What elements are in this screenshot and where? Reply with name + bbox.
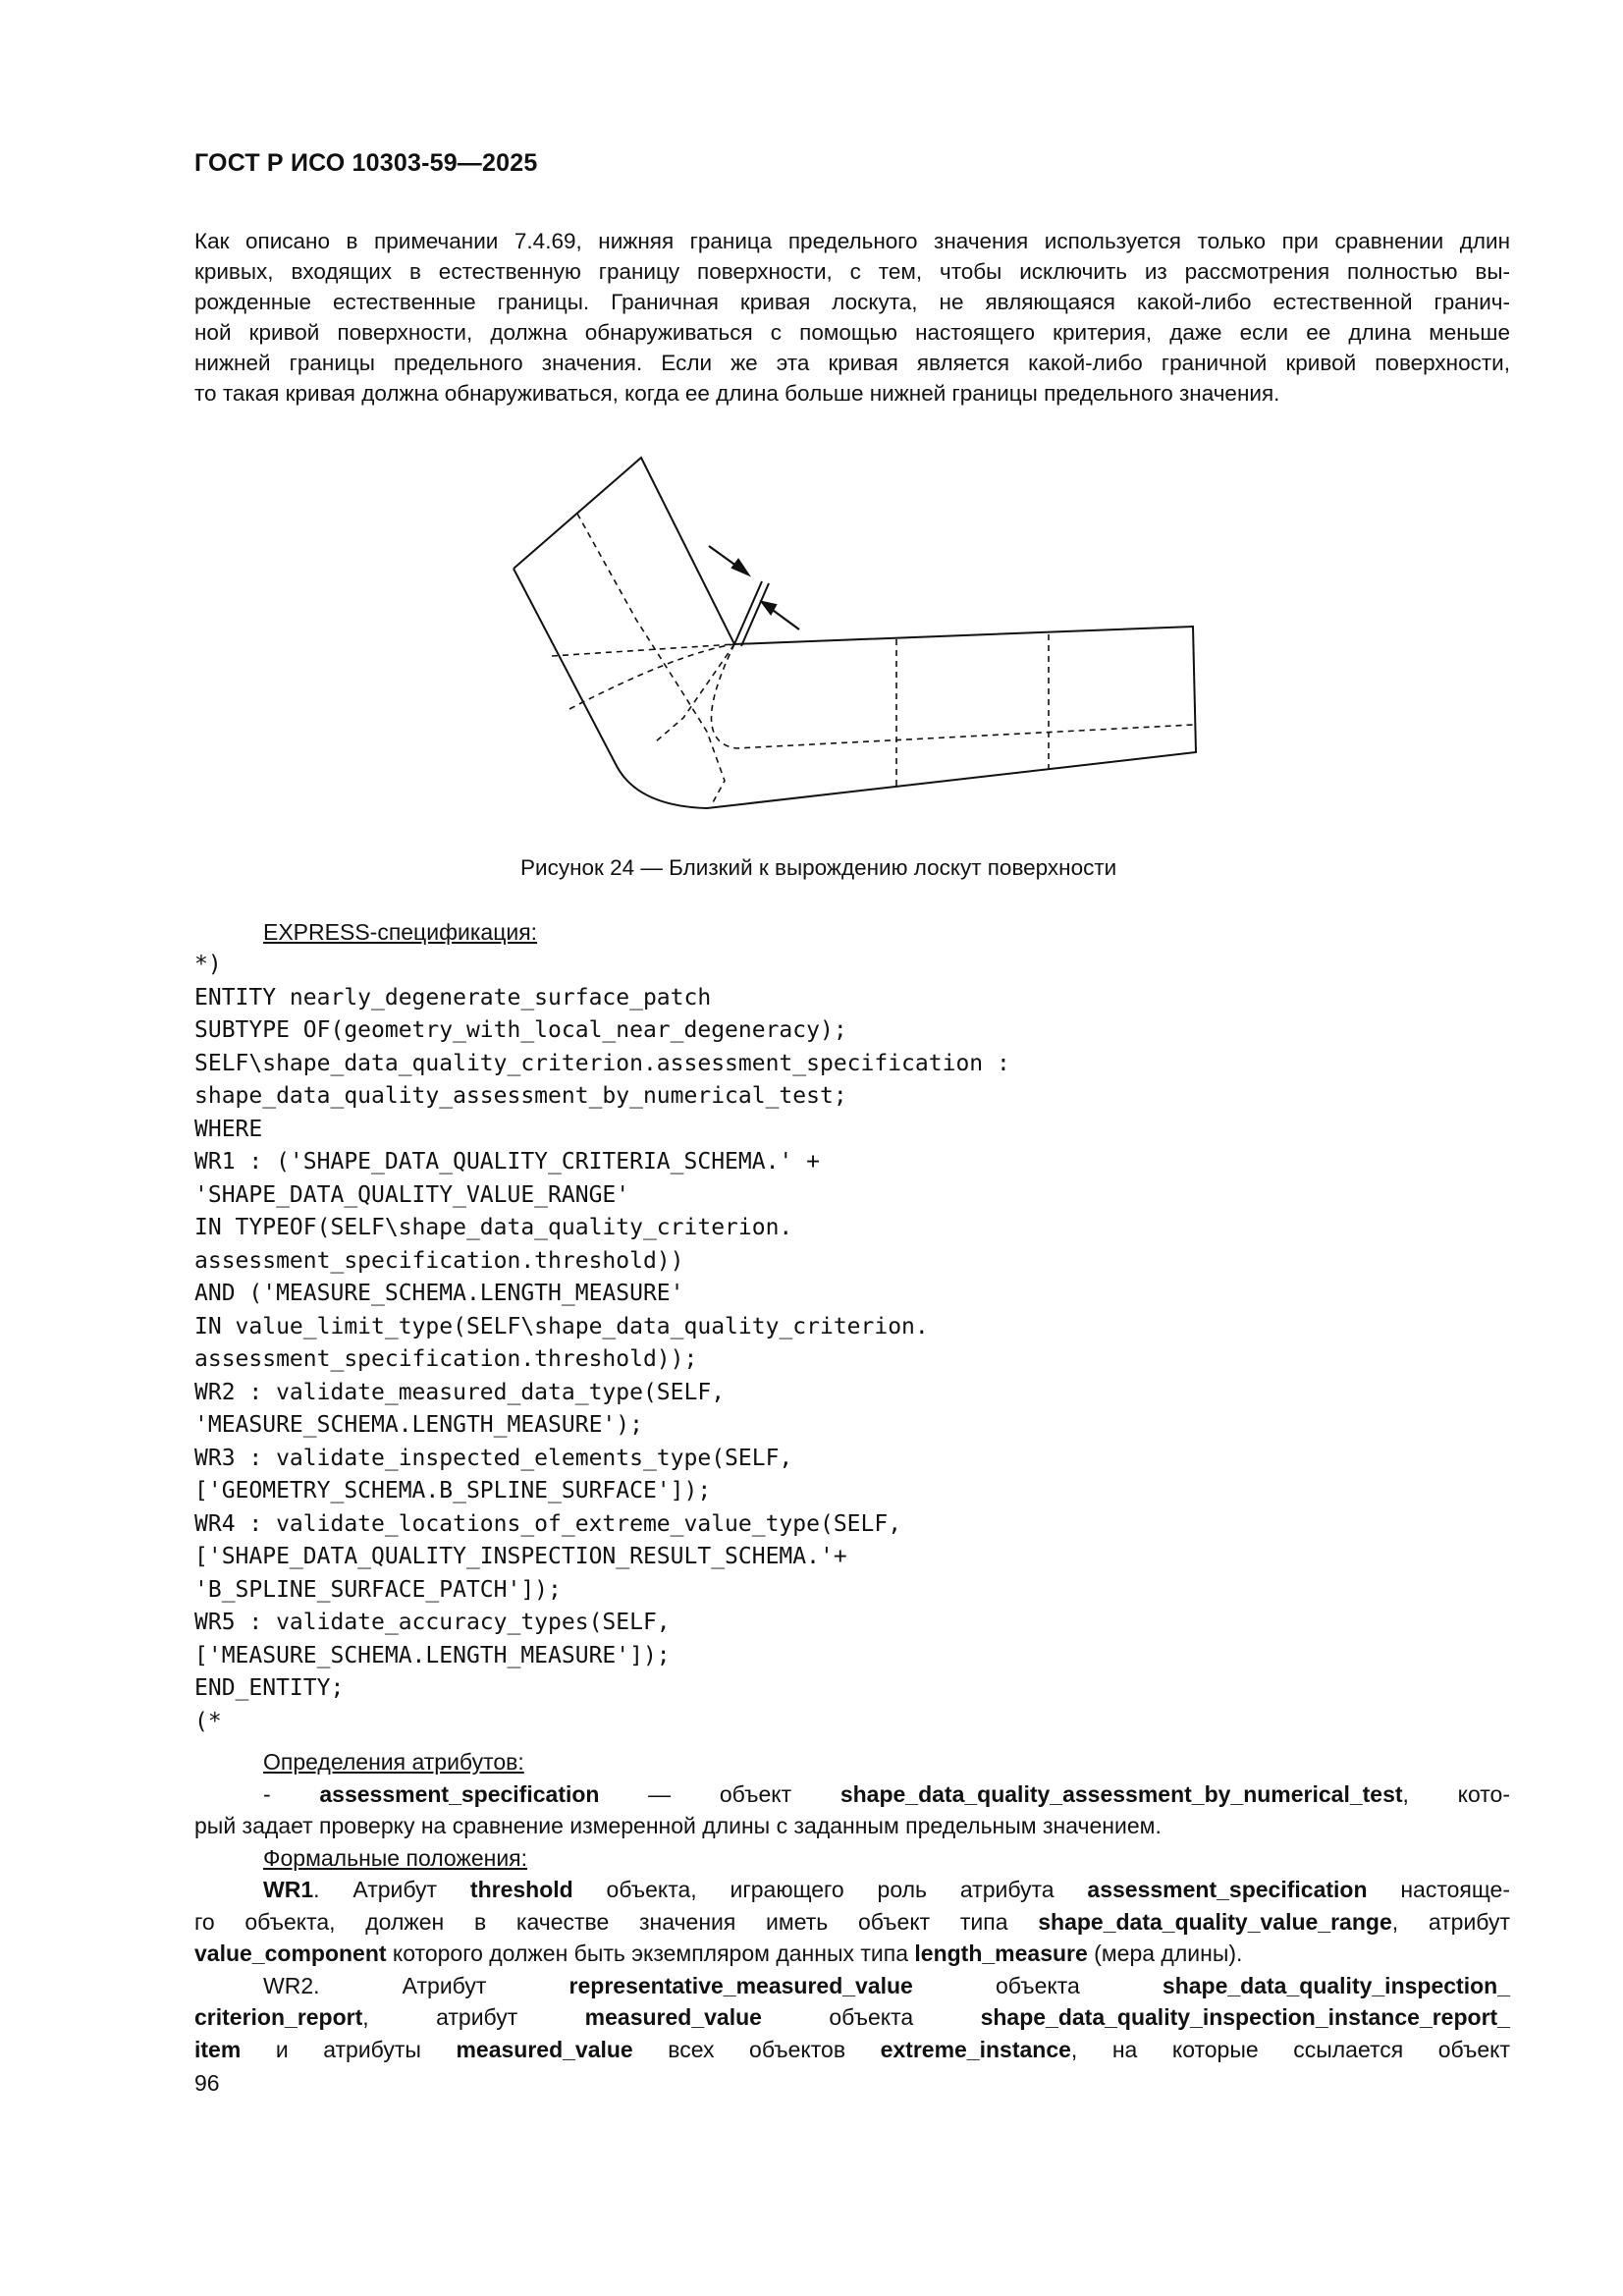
term: criterion_report — [194, 2004, 363, 2030]
text-run: , на которые ссылается объект — [1070, 2036, 1510, 2062]
code-line: WR1 : ('SHAPE_DATA_QUALITY_CRITERIA_SCHEMA.' + — [194, 1149, 820, 1175]
code-line: 'B_SPLINE_SURFACE_PATCH']); — [194, 1576, 562, 1603]
document-header: ГОСТ Р ИСО 10303-59—2025 — [194, 149, 538, 177]
degenerate-edge-line — [734, 581, 762, 644]
code-line: IN TYPEOF(SELF\shape_data_quality_criterion. — [194, 1215, 793, 1240]
term: representative_measured_value — [568, 1972, 913, 1998]
code-line: ['MEASURE_SCHEMA.LENGTH_MEASURE']); — [194, 1642, 671, 1668]
text-run: всех объектов — [632, 2036, 881, 2062]
degenerate-edge-line — [741, 583, 769, 646]
formal-heading-line — [194, 1842, 1510, 1875]
patch-boundary — [514, 458, 1196, 808]
text-run: — объект — [599, 1780, 840, 1807]
intro-line: рожденные естественные границы. Граничная кривая лоскута, не являющаяся какой-либо естественной гранич- — [194, 290, 1510, 314]
rule-label: WR1 — [263, 1877, 314, 1902]
intro-line: то такая кривая должна обнаруживаться, когда ее длина больше нижней границы предельного значения. — [194, 381, 1280, 406]
text-run: (мера длины). — [1087, 1941, 1243, 1966]
wr1-line — [194, 1938, 1510, 1970]
code-line: WR3 : validate_inspected_elements_type(SELF, — [194, 1445, 793, 1471]
code-line: shape_data_quality_assessment_by_numerical_test; — [194, 1083, 847, 1109]
code-line: 'MEASURE_SCHEMA.LENGTH_MEASURE'); — [194, 1412, 643, 1438]
text-run: Атрибут — [402, 1972, 487, 1998]
wr2-line — [194, 2034, 1510, 2066]
code-line: assessment_specification.threshold)); — [194, 1346, 698, 1372]
text-run: . Атрибут — [313, 1877, 470, 1902]
text-run: объекта — [761, 2004, 981, 2030]
code-line: ['GEOMETRY_SCHEMA.B_SPLINE_SURFACE']); — [194, 1478, 712, 1503]
wr1-line — [194, 1906, 1510, 1939]
text-run: - — [263, 1780, 320, 1807]
code-line: WR5 : validate_accuracy_types(SELF, — [194, 1610, 671, 1635]
code-line: WR4 : validate_locations_of_extreme_value_type(SELF, — [194, 1510, 902, 1537]
code-line: assessment_specification.threshold)) — [194, 1247, 684, 1274]
intro-line: Как описано в примечании 7.4.69, нижняя граница предельного значения используется только при сравнении длин — [194, 229, 1510, 253]
code-line: WR2 : validate_measured_data_type(SELF, — [194, 1379, 726, 1405]
surface-patch-figure — [491, 447, 1217, 820]
term: value_component — [194, 1941, 387, 1966]
term: measured_value — [584, 2004, 762, 2030]
arrow-shaft — [770, 608, 799, 629]
wr1-line — [194, 1874, 1510, 1906]
text-run: объекта, играющего роль атрибута — [572, 1877, 1088, 1902]
code-line: ENTITY nearly_degenerate_surface_patch — [194, 984, 712, 1011]
formal-heading: Формальные положения: — [263, 1844, 528, 1871]
term: shape_data_quality_inspection_instance_report_ — [980, 2004, 1510, 2030]
attributes-heading-line — [194, 1746, 1510, 1778]
intro-line: ной кривой поверхности, должна обнаруживаться с помощью настоящего критерия, даже если ее длина меньше — [194, 320, 1510, 345]
iso-line — [577, 514, 725, 804]
text-run: объекта — [996, 1972, 1080, 1998]
arrow-head — [732, 560, 748, 574]
term: threshold — [469, 1877, 573, 1902]
code-line: IN value_limit_type(SELF\shape_data_quality_criterion. — [194, 1313, 929, 1339]
iso-line — [552, 644, 734, 656]
figure-caption: Рисунок 24 — Близкий к вырождению лоскут поверхности — [520, 855, 1117, 880]
text-run: , кото- — [1402, 1780, 1510, 1807]
term: extreme_instance — [880, 2036, 1071, 2062]
code-line: ['SHAPE_DATA_QUALITY_INSPECTION_RESULT_SCHEMA.'+ — [194, 1544, 847, 1569]
text-run: которого должен быть экземпляром данных типа — [386, 1941, 915, 1966]
code-line: END_ENTITY; — [194, 1675, 345, 1701]
text-run: настояще- — [1367, 1877, 1510, 1902]
code-line: SELF\shape_data_quality_criterion.assessment_specification : — [194, 1050, 1010, 1076]
iso-line — [569, 644, 734, 709]
term: assessment_specification — [319, 1780, 600, 1807]
term: item — [194, 2036, 242, 2062]
code-line: WHERE — [194, 1116, 263, 1142]
text-run: , атрибут — [362, 2004, 585, 2030]
text-run: го объекта, должен в качестве значения иметь объект типа — [194, 1908, 1039, 1935]
rule-label: WR2. — [263, 1972, 320, 1998]
code-line: SUBTYPE OF(geometry_with_local_near_degeneracy); — [194, 1017, 847, 1043]
term: length_measure — [914, 1941, 1088, 1966]
intro-line: нижней границы предельного значения. Если же эта кривая является какой-либо граничной кривой поверхности, — [194, 351, 1510, 375]
attributes-heading: Определения атрибутов: — [263, 1749, 524, 1775]
term: shape_data_quality_inspection_ — [1162, 1972, 1510, 1998]
code-line: AND ('MEASURE_SCHEMA.LENGTH_MEASURE' — [194, 1281, 684, 1306]
iso-line — [656, 644, 734, 741]
intro-line: кривых, входящих в естественную границу поверхности, с тем, чтобы исключить из рассмотрения полностью вы- — [194, 259, 1510, 284]
intro-paragraph — [194, 226, 1510, 409]
express-heading: EXPRESS-спецификация: — [263, 919, 538, 945]
attribute-definition-line: рый задает проверку на сравнение измеренной длины с заданным предельным значением. — [194, 1813, 1162, 1838]
attribute-definition-line — [194, 1778, 1510, 1811]
term: assessment_specification — [1087, 1877, 1368, 1902]
code-line: *) — [194, 952, 222, 977]
code-line: (* — [194, 1708, 222, 1734]
text-run: , атрибут — [1391, 1908, 1510, 1935]
text-run: и атрибуты — [241, 2036, 457, 2062]
term: shape_data_quality_assessment_by_numerical_test — [839, 1780, 1403, 1807]
term: shape_data_quality_value_range — [1038, 1908, 1392, 1935]
page-number: 96 — [194, 2070, 220, 2096]
iso-line — [711, 644, 1193, 748]
attributes-section — [194, 1746, 1510, 2065]
term: measured_value — [456, 2036, 633, 2062]
express-code-block — [194, 949, 1010, 1738]
code-line: 'SHAPE_DATA_QUALITY_VALUE_RANGE' — [194, 1181, 630, 1208]
wr2-line — [194, 2001, 1510, 2034]
wr2-line — [194, 1970, 1510, 2002]
